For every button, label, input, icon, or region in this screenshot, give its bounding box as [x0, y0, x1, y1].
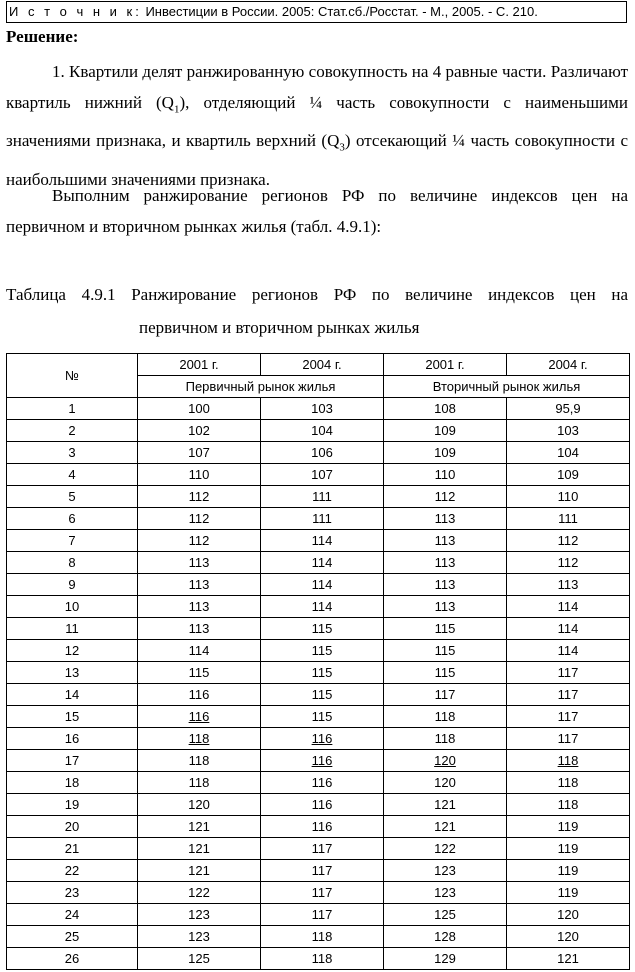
- cell-p2001: 122: [138, 882, 261, 904]
- cell-s2001: 109: [384, 442, 507, 464]
- cell-p2004: 106: [261, 442, 384, 464]
- paragraph-ranking: Выполним ранжирование регионов РФ по величине индексов цен на первичном и вторичном рынках жилья (табл. 4.9.1):: [6, 186, 628, 236]
- cell-p2004: 114: [261, 552, 384, 574]
- table-header-years: [7, 354, 630, 376]
- cell-n: 9: [7, 574, 138, 596]
- cell-p2004: 103: [261, 398, 384, 420]
- cell-s2001: 122: [384, 838, 507, 860]
- cell-n: 21: [7, 838, 138, 860]
- cell-s2001: 120: [384, 772, 507, 794]
- cell-p2004: 115: [261, 618, 384, 640]
- cell-p2001: 102: [138, 420, 261, 442]
- table-row: [7, 838, 630, 860]
- cell-n: 12: [7, 640, 138, 662]
- cell-n: 11: [7, 618, 138, 640]
- cell-p2001: 121: [138, 838, 261, 860]
- cell-s2001: 113: [384, 508, 507, 530]
- cell-s2001: 118: [384, 728, 507, 750]
- cell-p2001: 107: [138, 442, 261, 464]
- header-primary-2001: 2001 г.: [138, 354, 261, 376]
- cell-p2004: 118: [261, 948, 384, 970]
- cell-p2004: 116: [261, 816, 384, 838]
- cell-s2001: 108: [384, 398, 507, 420]
- table-row: [7, 486, 630, 508]
- table-row: [7, 420, 630, 442]
- cell-n: 2: [7, 420, 138, 442]
- paragraph-1-part-2: ), отделяющий ¼ часть совокупности с наименьшими значениями признака, и квартиль верхний (Q: [6, 93, 628, 151]
- cell-p2004: 116: [261, 728, 384, 750]
- cell-n: 4: [7, 464, 138, 486]
- cell-p2001: 125: [138, 948, 261, 970]
- cell-p2001: 121: [138, 860, 261, 882]
- cell-p2004: 115: [261, 640, 384, 662]
- table-row: [7, 684, 630, 706]
- cell-s2001: 110: [384, 464, 507, 486]
- table-row: [7, 442, 630, 464]
- cell-s2001: 112: [384, 486, 507, 508]
- table-row: [7, 926, 630, 948]
- table-row: [7, 618, 630, 640]
- cell-p2004: 111: [261, 486, 384, 508]
- cell-n: 10: [7, 596, 138, 618]
- table-caption-line-1: Таблица 4.9.1 Ранжирование регионов РФ по величине индексов цен на: [6, 285, 628, 304]
- cell-s2004: 114: [507, 640, 630, 662]
- q3-subscript: 3: [339, 141, 345, 154]
- cell-s2004: 117: [507, 706, 630, 728]
- cell-p2004: 116: [261, 750, 384, 772]
- paragraph-quartiles: [6, 56, 628, 195]
- table-row: [7, 464, 630, 486]
- table-row: [7, 574, 630, 596]
- cell-s2001: 121: [384, 816, 507, 838]
- cell-s2004: 104: [507, 442, 630, 464]
- cell-p2004: 117: [261, 904, 384, 926]
- cell-p2001: 118: [138, 772, 261, 794]
- cell-n: 25: [7, 926, 138, 948]
- table-row: [7, 860, 630, 882]
- cell-p2004: 114: [261, 530, 384, 552]
- header-primary-2004: 2004 г.: [261, 354, 384, 376]
- cell-p2004: 116: [261, 794, 384, 816]
- cell-p2001: 120: [138, 794, 261, 816]
- table-row: [7, 728, 630, 750]
- cell-s2001: 109: [384, 420, 507, 442]
- cell-p2004: 115: [261, 662, 384, 684]
- cell-p2001: 112: [138, 486, 261, 508]
- cell-s2004: 117: [507, 728, 630, 750]
- cell-s2001: 123: [384, 882, 507, 904]
- cell-s2001: 113: [384, 530, 507, 552]
- table-row: [7, 882, 630, 904]
- table-row: [7, 772, 630, 794]
- paragraph-1-part-1: 1. Квартили делят ранжированную совокупность на 4 равные части. Различают квартиль нижний (Q: [6, 62, 628, 112]
- cell-s2004: 114: [507, 618, 630, 640]
- cell-p2001: 110: [138, 464, 261, 486]
- cell-n: 3: [7, 442, 138, 464]
- cell-s2004: 119: [507, 860, 630, 882]
- cell-p2004: 117: [261, 838, 384, 860]
- cell-p2004: 118: [261, 926, 384, 948]
- cell-p2001: 114: [138, 640, 261, 662]
- table-caption-line-2: первичном и вторичном рынках жилья: [139, 318, 420, 337]
- cell-s2004: 112: [507, 552, 630, 574]
- cell-s2001: 125: [384, 904, 507, 926]
- cell-n: 6: [7, 508, 138, 530]
- cell-s2001: 113: [384, 574, 507, 596]
- cell-p2004: 114: [261, 596, 384, 618]
- cell-s2001: 115: [384, 662, 507, 684]
- paragraph-1-part-3: ) отсекающий ¼ часть совокупности с наибольшими значениями признака.: [6, 131, 628, 189]
- cell-n: 8: [7, 552, 138, 574]
- cell-s2004: 119: [507, 838, 630, 860]
- cell-s2004: 119: [507, 816, 630, 838]
- ranking-table: [6, 353, 630, 970]
- header-secondary-2004: 2004 г.: [507, 354, 630, 376]
- table-row: [7, 904, 630, 926]
- cell-n: 14: [7, 684, 138, 706]
- cell-s2001: 113: [384, 552, 507, 574]
- cell-s2004: 111: [507, 508, 630, 530]
- cell-p2001: 118: [138, 728, 261, 750]
- cell-p2004: 107: [261, 464, 384, 486]
- source-text: Инвестиции в России. 2005: Стат.сб./Росстат. - М., 2005. - С. 210.: [141, 4, 538, 19]
- table-row: [7, 794, 630, 816]
- cell-n: 22: [7, 860, 138, 882]
- table-row: [7, 662, 630, 684]
- table-row: [7, 948, 630, 970]
- cell-s2001: 120: [384, 750, 507, 772]
- cell-p2001: 113: [138, 574, 261, 596]
- cell-p2004: 104: [261, 420, 384, 442]
- cell-s2004: 118: [507, 772, 630, 794]
- cell-p2001: 118: [138, 750, 261, 772]
- cell-p2001: 112: [138, 530, 261, 552]
- cell-s2004: 112: [507, 530, 630, 552]
- cell-p2001: 121: [138, 816, 261, 838]
- cell-p2001: 100: [138, 398, 261, 420]
- cell-n: 24: [7, 904, 138, 926]
- source-note: [6, 1, 627, 23]
- cell-s2004: 120: [507, 926, 630, 948]
- cell-p2001: 113: [138, 596, 261, 618]
- cell-p2001: 113: [138, 618, 261, 640]
- cell-n: 26: [7, 948, 138, 970]
- cell-s2004: 110: [507, 486, 630, 508]
- cell-n: 17: [7, 750, 138, 772]
- header-primary-market: Первичный рынок жилья: [138, 376, 384, 398]
- cell-s2001: 113: [384, 596, 507, 618]
- cell-s2004: 103: [507, 420, 630, 442]
- solution-heading: Решение:: [6, 27, 79, 46]
- cell-p2001: 112: [138, 508, 261, 530]
- cell-n: 20: [7, 816, 138, 838]
- cell-p2001: 116: [138, 706, 261, 728]
- table-body: [7, 398, 630, 970]
- table-row: [7, 750, 630, 772]
- cell-s2004: 114: [507, 596, 630, 618]
- cell-s2004: 121: [507, 948, 630, 970]
- cell-s2001: 117: [384, 684, 507, 706]
- cell-s2001: 128: [384, 926, 507, 948]
- cell-s2004: 109: [507, 464, 630, 486]
- cell-s2004: 117: [507, 684, 630, 706]
- cell-p2004: 117: [261, 882, 384, 904]
- cell-p2004: 115: [261, 684, 384, 706]
- cell-s2001: 123: [384, 860, 507, 882]
- table-row: [7, 508, 630, 530]
- cell-s2001: 118: [384, 706, 507, 728]
- cell-s2004: 113: [507, 574, 630, 596]
- cell-s2004: 95,9: [507, 398, 630, 420]
- cell-n: 15: [7, 706, 138, 728]
- cell-p2001: 115: [138, 662, 261, 684]
- cell-p2001: 123: [138, 904, 261, 926]
- table-row: [7, 552, 630, 574]
- cell-s2001: 121: [384, 794, 507, 816]
- source-label: И с т о ч н и к:: [9, 4, 142, 19]
- header-number: №: [7, 354, 138, 398]
- q1-subscript: 1: [173, 103, 180, 116]
- cell-s2004: 120: [507, 904, 630, 926]
- cell-s2004: 119: [507, 882, 630, 904]
- cell-p2001: 113: [138, 552, 261, 574]
- cell-n: 7: [7, 530, 138, 552]
- cell-n: 1: [7, 398, 138, 420]
- cell-n: 5: [7, 486, 138, 508]
- cell-s2004: 118: [507, 750, 630, 772]
- cell-p2004: 114: [261, 574, 384, 596]
- table-row: [7, 530, 630, 552]
- cell-p2001: 116: [138, 684, 261, 706]
- table-row: [7, 640, 630, 662]
- table-row: [7, 596, 630, 618]
- cell-p2001: 123: [138, 926, 261, 948]
- cell-s2004: 117: [507, 662, 630, 684]
- cell-p2004: 116: [261, 772, 384, 794]
- cell-s2004: 118: [507, 794, 630, 816]
- cell-p2004: 115: [261, 706, 384, 728]
- table-row: [7, 706, 630, 728]
- table-row: [7, 816, 630, 838]
- cell-p2004: 117: [261, 860, 384, 882]
- header-secondary-market: Вторичный рынок жилья: [384, 376, 630, 398]
- cell-s2001: 129: [384, 948, 507, 970]
- cell-s2001: 115: [384, 640, 507, 662]
- cell-n: 13: [7, 662, 138, 684]
- cell-n: 18: [7, 772, 138, 794]
- cell-s2001: 115: [384, 618, 507, 640]
- cell-n: 16: [7, 728, 138, 750]
- cell-n: 23: [7, 882, 138, 904]
- header-secondary-2001: 2001 г.: [384, 354, 507, 376]
- cell-p2004: 111: [261, 508, 384, 530]
- cell-n: 19: [7, 794, 138, 816]
- table-row: [7, 398, 630, 420]
